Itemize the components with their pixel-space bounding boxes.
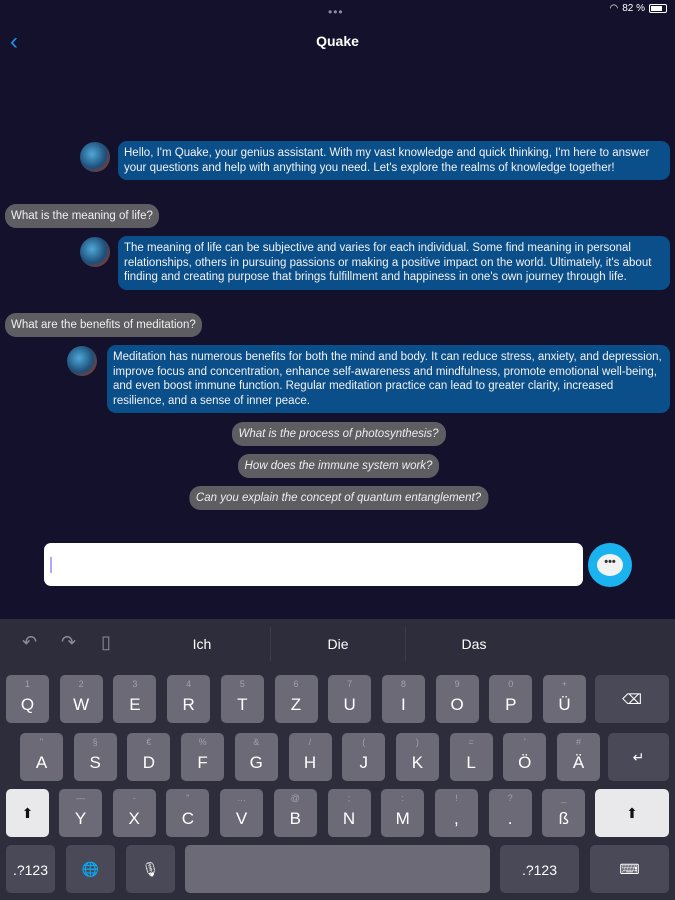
wifi-icon: ◠ xyxy=(609,3,619,14)
key-g[interactable] xyxy=(235,733,278,781)
key-b[interactable] xyxy=(274,789,317,837)
key-secondary-label: " xyxy=(186,793,190,803)
divider xyxy=(270,627,271,661)
back-button[interactable]: ‹ xyxy=(10,28,18,55)
key-label: M xyxy=(395,809,410,828)
key-secondary-label: + xyxy=(561,679,568,689)
key-secondary-label: _ xyxy=(561,793,567,803)
key-secondary-label: 6 xyxy=(293,679,299,689)
key-secondary-label: @ xyxy=(290,793,300,803)
space-bar[interactable] xyxy=(185,845,490,893)
undo-icon[interactable]: ↶ xyxy=(22,632,38,652)
status-bar xyxy=(609,3,667,14)
key-secondary-label: 4 xyxy=(186,679,192,689)
hide-keyboard-icon[interactable] xyxy=(590,845,669,893)
key-secondary-label: : xyxy=(401,793,404,803)
key-label: L xyxy=(466,753,476,772)
key-a[interactable] xyxy=(20,733,63,781)
key-label: ⬆ xyxy=(626,805,638,821)
key-label: ⌫ xyxy=(622,691,642,707)
shift-key-right[interactable] xyxy=(595,789,669,837)
numbers-key-left[interactable] xyxy=(6,845,55,893)
key-secondary-label: … xyxy=(237,793,247,803)
bot-message: Hello, I'm Quake, your genius assistant. With my vast knowledge and quick thinking, I'm here to answer your questions and help with anything you need. Let's explore the realms of knowledge together! xyxy=(118,141,670,180)
key-q[interactable] xyxy=(6,675,49,723)
key-secondary-label: % xyxy=(198,737,207,747)
key-v[interactable] xyxy=(220,789,263,837)
key-w[interactable] xyxy=(60,675,103,723)
key-z[interactable] xyxy=(275,675,318,723)
key-label: Z xyxy=(290,695,302,714)
key-e[interactable] xyxy=(113,675,156,723)
key-secondary-label: ? xyxy=(507,793,513,803)
suggestion-chip[interactable]: What is the process of photosynthesis? xyxy=(231,422,445,446)
key-ö[interactable] xyxy=(503,733,546,781)
key-label: .?123 xyxy=(521,862,558,878)
key-secondary-label: 2 xyxy=(78,679,84,689)
battery-icon xyxy=(649,4,667,13)
key-p[interactable] xyxy=(489,675,532,723)
shift-key-left[interactable] xyxy=(6,789,49,837)
key-secondary-label: ) xyxy=(415,737,419,747)
key-label: J xyxy=(359,753,368,772)
key-,[interactable] xyxy=(435,789,478,837)
key-secondary-label: € xyxy=(146,737,152,747)
key-secondary-label: 9 xyxy=(454,679,460,689)
key-label: , xyxy=(454,809,459,828)
key-label: ⬆ xyxy=(21,805,34,821)
key-secondary-label: § xyxy=(92,737,98,747)
key-ü[interactable] xyxy=(543,675,586,723)
key-secondary-label: = xyxy=(468,737,474,747)
key-secondary-label: 5 xyxy=(239,679,245,689)
keyboard xyxy=(0,619,675,900)
prediction-2[interactable]: Die xyxy=(327,636,349,652)
key-secondary-label: ' xyxy=(523,737,526,747)
key-secondary-label: ( xyxy=(362,737,366,747)
key-secondary-label: / xyxy=(308,737,312,747)
key-j[interactable] xyxy=(342,733,385,781)
key-label: W xyxy=(73,695,90,714)
key-label: D xyxy=(142,753,156,772)
multitask-handle[interactable]: ••• xyxy=(328,5,344,19)
key-label: Ö xyxy=(518,753,532,772)
key-label: .?123 xyxy=(12,862,49,878)
key-secondary-label: ! xyxy=(455,793,458,803)
key-label: F xyxy=(197,753,208,772)
key-label: ↵ xyxy=(632,749,645,765)
key-label: Ü xyxy=(558,695,571,714)
text-caret xyxy=(50,557,52,573)
key-r[interactable] xyxy=(167,675,210,723)
key-ä[interactable] xyxy=(557,733,600,781)
backspace-key[interactable] xyxy=(595,675,669,723)
key-secondary-label: 1 xyxy=(24,679,30,689)
key-label: H xyxy=(303,753,317,772)
key-secondary-label: 7 xyxy=(347,679,353,689)
suggestion-chip[interactable]: How does the immune system work? xyxy=(238,454,440,478)
key-l[interactable] xyxy=(450,733,493,781)
key-secondary-label: 8 xyxy=(400,679,406,689)
bot-message: Meditation has numerous benefits for both the mind and body. It can reduce stress, anxiety, and depression, improve focus and concentration, enhance self-awareness and mindfulness, promote emotional well-being, and even boost immune function. Regular meditation practice can lead to greater clarity, increased resilience, and a sense of inner peace. xyxy=(107,345,670,413)
message-input[interactable] xyxy=(54,557,577,572)
chat-bubble-icon: ••• xyxy=(597,554,623,576)
key-label: P xyxy=(505,695,517,714)
key-secondary-label: # xyxy=(575,737,581,747)
key-secondary-label: & xyxy=(253,737,260,747)
key-secondary-label: ; xyxy=(347,793,351,803)
key-t[interactable] xyxy=(221,675,264,723)
key-u[interactable] xyxy=(328,675,371,723)
key-label: . xyxy=(507,809,513,828)
key-x[interactable] xyxy=(113,789,156,837)
microphone-icon[interactable] xyxy=(126,845,175,893)
key-label: C xyxy=(181,809,195,828)
key-secondary-label: - xyxy=(132,793,136,803)
key-label: K xyxy=(411,753,424,772)
key-label: O xyxy=(450,695,464,714)
key-label: T xyxy=(237,695,248,714)
key-label: Ä xyxy=(572,753,585,772)
key-label: R xyxy=(182,695,195,714)
key-label: N xyxy=(342,809,356,828)
key-label: ⌨ xyxy=(619,861,640,877)
key-secondary-label: 3 xyxy=(132,679,138,689)
paste-icon[interactable]: ▯ xyxy=(101,632,111,652)
key-s[interactable] xyxy=(74,733,117,781)
message-input-field[interactable] xyxy=(44,543,583,586)
divider xyxy=(405,627,406,661)
key-label: Q xyxy=(20,695,35,714)
key-secondary-label: 0 xyxy=(508,679,514,689)
key-k[interactable] xyxy=(396,733,439,781)
key-label: V xyxy=(235,809,248,828)
key-d[interactable] xyxy=(127,733,170,781)
suggestion-chip[interactable]: Can you explain the concept of quantum entanglement? xyxy=(189,486,488,510)
key-label: 🎙 xyxy=(141,861,160,877)
page-title: Quake xyxy=(316,33,359,49)
key-n[interactable] xyxy=(328,789,371,837)
key-secondary-label: " xyxy=(39,737,44,747)
key-f[interactable] xyxy=(181,733,224,781)
return-key[interactable] xyxy=(608,733,669,781)
key-.[interactable] xyxy=(489,789,532,837)
key-label: S xyxy=(89,753,101,772)
key-i[interactable] xyxy=(382,675,425,723)
prediction-3[interactable]: Das xyxy=(461,636,487,652)
user-message: What are the benefits of meditation? xyxy=(5,313,202,337)
prediction-1[interactable]: Ich xyxy=(192,636,212,652)
key-label: U xyxy=(343,695,356,714)
key-label: I xyxy=(401,695,406,714)
bot-avatar xyxy=(80,142,110,172)
key-m[interactable] xyxy=(381,789,424,837)
key-label: 🌐 xyxy=(81,861,100,877)
key-c[interactable] xyxy=(166,789,209,837)
numbers-key-right[interactable] xyxy=(500,845,579,893)
bot-message: The meaning of life can be subjective and varies for each individual. Some find meaning in personal relationships, others in pursuing passions or making a positive impact on the world. Ultimately, it's about finding and creating purpose that brings fulfillment and happiness in one's own journey through life. xyxy=(118,236,670,290)
key-h[interactable] xyxy=(289,733,332,781)
key-label: X xyxy=(128,809,140,828)
key-label: ß xyxy=(558,809,569,828)
key-label: E xyxy=(129,695,141,714)
key-label: B xyxy=(289,809,301,828)
key-o[interactable] xyxy=(436,675,479,723)
key-label: A xyxy=(35,753,48,772)
battery-percent: 82 % xyxy=(622,3,645,14)
key-ß[interactable] xyxy=(542,789,585,837)
send-button[interactable] xyxy=(588,543,632,587)
key-y[interactable] xyxy=(59,789,102,837)
globe-icon[interactable] xyxy=(66,845,115,893)
user-message: What is the meaning of life? xyxy=(5,204,159,228)
bot-avatar xyxy=(67,346,97,376)
bot-avatar xyxy=(80,237,110,267)
key-label: Y xyxy=(74,809,87,828)
key-secondary-label: — xyxy=(76,793,85,803)
redo-icon[interactable]: ↷ xyxy=(61,632,77,652)
key-label: G xyxy=(249,753,263,772)
